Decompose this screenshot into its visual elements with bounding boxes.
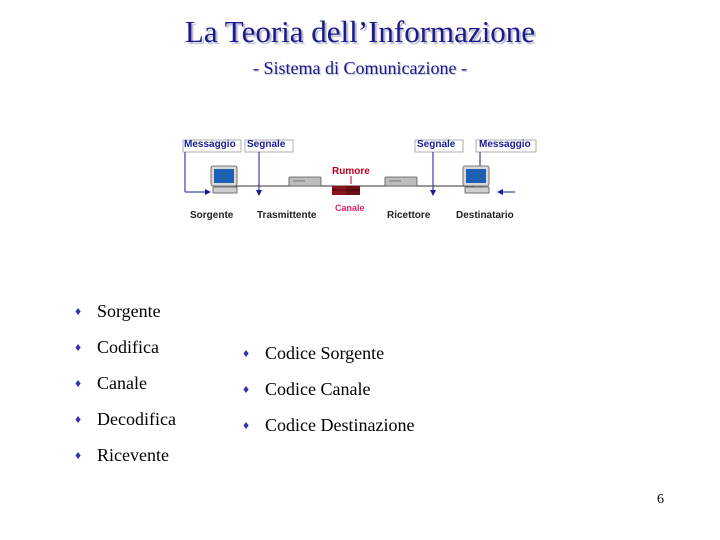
diamond-bullet-icon: ♦ bbox=[243, 346, 250, 360]
receiver-modem-icon bbox=[385, 177, 417, 186]
noise-block-icon bbox=[332, 186, 360, 195]
diamond-bullet-icon: ♦ bbox=[243, 418, 250, 432]
diagram-label-noise: Rumore bbox=[332, 166, 370, 177]
diagram-label-message-destination: Messaggio bbox=[479, 139, 531, 150]
diamond-bullet-icon: ♦ bbox=[75, 376, 82, 390]
diagram-label-signal-out: Segnale bbox=[247, 139, 286, 150]
diamond-bullet-icon: ♦ bbox=[75, 448, 82, 462]
slide-title: La Teoria dell’Informazione bbox=[184, 14, 536, 49]
destination-computer-icon bbox=[463, 166, 489, 193]
list-item: ♦ Decodifica bbox=[75, 409, 176, 429]
slide-subtitle: - Sistema di Comunicazione - bbox=[253, 58, 467, 78]
page-number: 6 bbox=[657, 492, 664, 507]
list-item: ♦ Codice Sorgente bbox=[243, 343, 385, 363]
diagram-label-channel: Canale bbox=[335, 203, 365, 213]
list-item: ♦ Codice Destinazione bbox=[243, 415, 415, 435]
list-item: ♦ Codice Canale bbox=[243, 379, 371, 399]
diamond-bullet-icon: ♦ bbox=[75, 304, 82, 318]
list-item: ♦ Ricevente bbox=[75, 445, 169, 465]
diagram-label-receiver: Ricettore bbox=[387, 210, 431, 221]
diamond-bullet-icon: ♦ bbox=[243, 382, 250, 396]
list-item: ♦ Sorgente bbox=[75, 301, 161, 321]
diagram-label-destination: Destinatario bbox=[456, 210, 514, 221]
transmitter-modem-icon bbox=[289, 177, 321, 186]
source-computer-icon bbox=[211, 166, 237, 193]
diagram-label-source: Sorgente bbox=[190, 210, 234, 221]
diagram-label-message-source: Messaggio bbox=[184, 139, 236, 150]
communication-system-diagram bbox=[175, 130, 545, 230]
list-item: ♦ Canale bbox=[75, 373, 147, 393]
diamond-bullet-icon: ♦ bbox=[75, 412, 82, 426]
diagram-label-signal-in: Segnale bbox=[417, 139, 456, 150]
list-item: ♦ Codifica bbox=[75, 337, 159, 357]
diamond-bullet-icon: ♦ bbox=[75, 340, 82, 354]
diagram-label-transmitter: Trasmittente bbox=[257, 210, 317, 221]
